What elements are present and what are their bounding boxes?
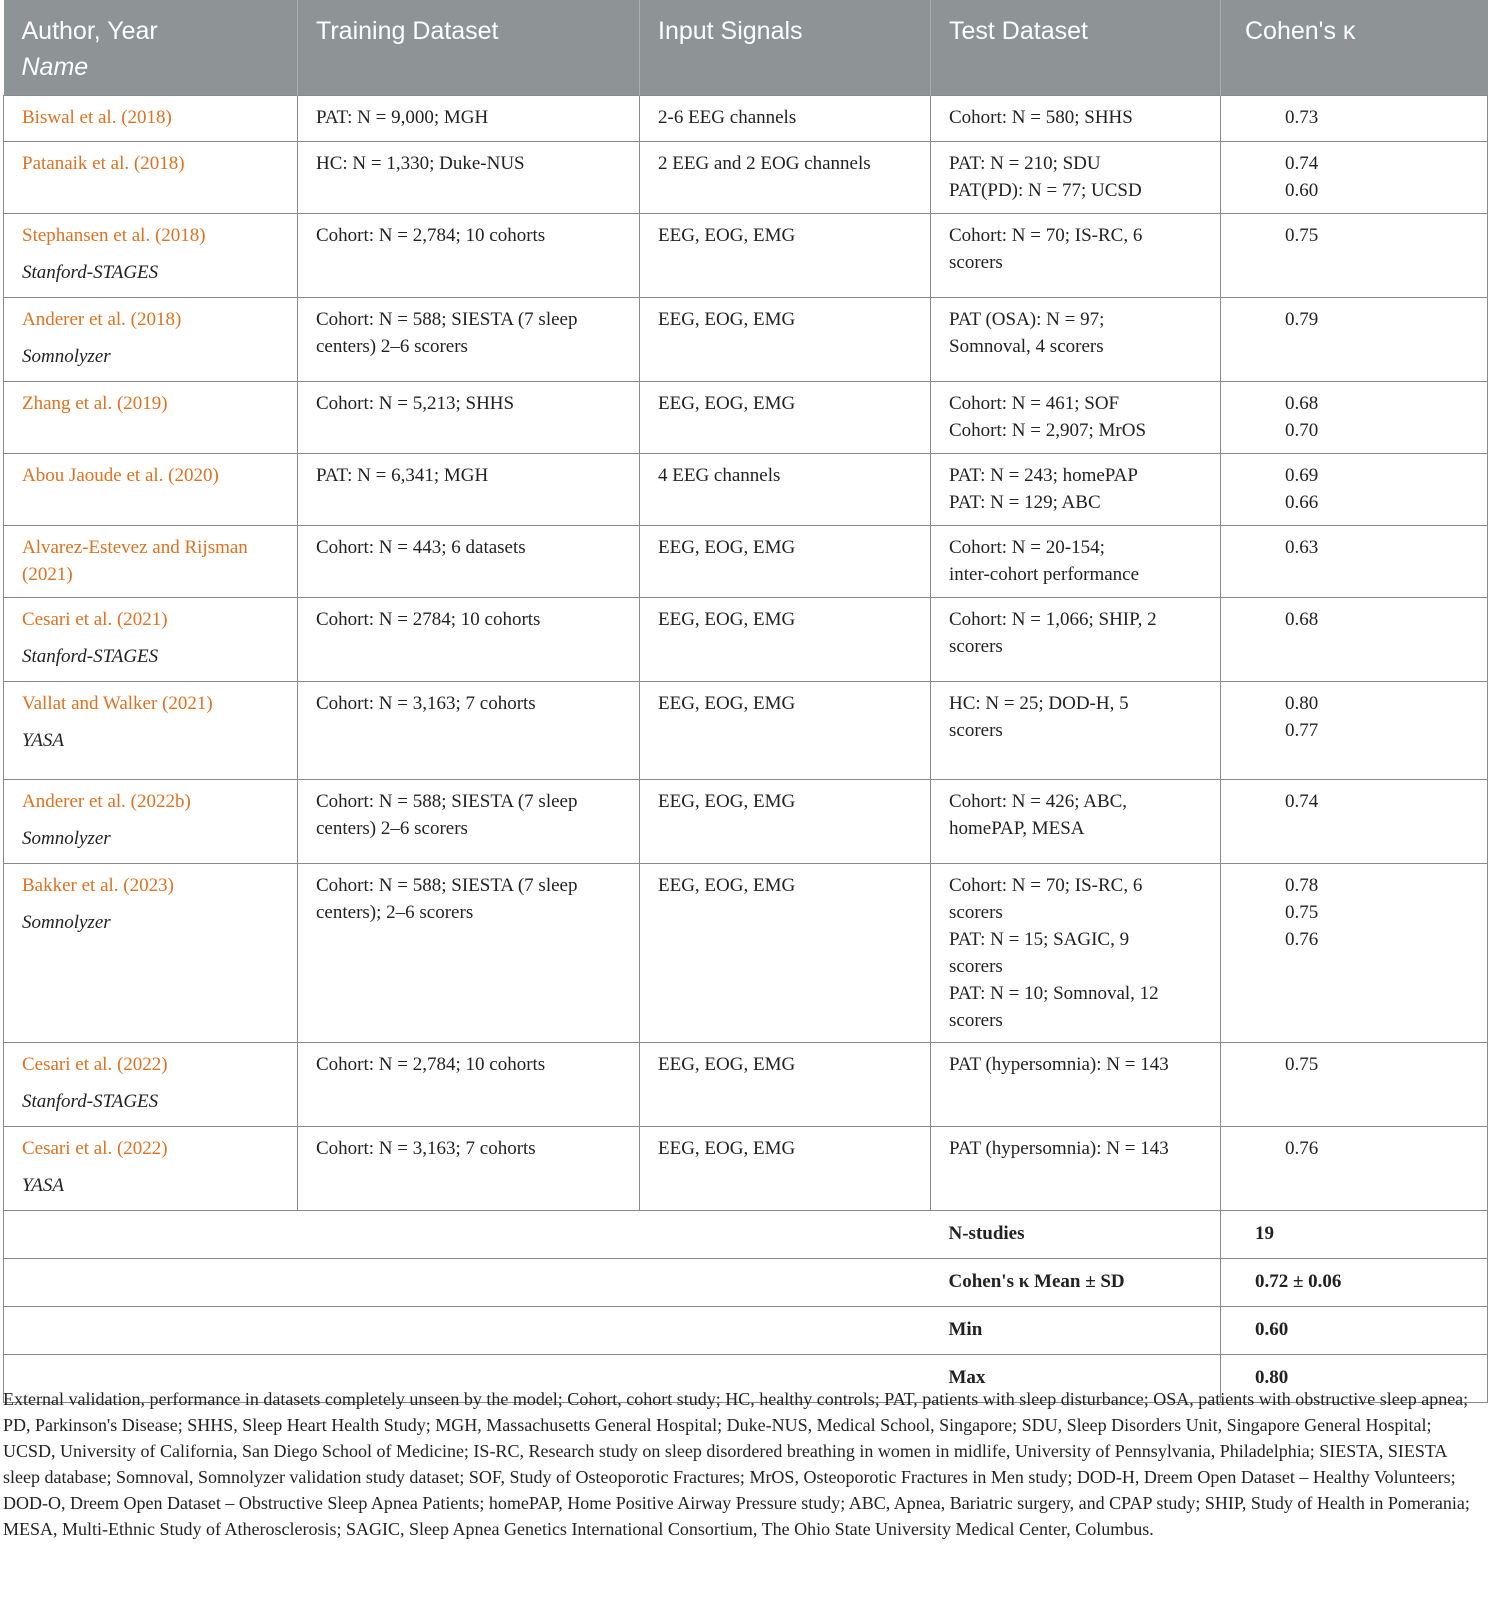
author-year: 2022 bbox=[123, 1054, 162, 1075]
test-line: PAT: N = 243; homePAP bbox=[949, 465, 1138, 486]
studies-table bbox=[3, 0, 1488, 1403]
author-year: 2021 bbox=[168, 693, 207, 714]
table-row bbox=[4, 454, 1488, 526]
author-text: Anderer et al. ( bbox=[22, 791, 137, 812]
input-cell: EEG, EOG, EMG bbox=[640, 1043, 931, 1127]
test-line: HC: N = 25; DOD-H, 5 bbox=[949, 693, 1129, 714]
table-row bbox=[4, 598, 1488, 682]
test-line: scorers bbox=[949, 720, 1003, 741]
author-cell bbox=[4, 682, 298, 780]
author-citation[interactable] bbox=[22, 609, 168, 630]
author-paren: ) bbox=[175, 309, 182, 330]
kappa-cell bbox=[1221, 1127, 1488, 1211]
input-cell: EEG, EOG, EMG bbox=[640, 526, 931, 598]
kappa-value: 0.76 bbox=[1285, 1138, 1319, 1159]
author-year: 2022b bbox=[137, 791, 185, 812]
model-name: Stanford-STAGES bbox=[22, 1091, 159, 1112]
table-footnote: External validation, performance in datasets completely unseen by the model; Cohort, cohort study; HC, healthy controls; PAT, patients with sleep disturbance; OSA, patients with obstructive sleep apnea; PD, Parkinson's Disease; SHHS, Sleep Heart Health Study; MGH, Massachusetts General Hospital; Duke-NUS, Medical School, Singapore; SDU, Sleep Disorders Unit, Singapore General Hospital; UCSD, University of California, San Diego School of Medicine; IS-RC, Research study on sleep disordered breathing in women in midlife, University of Pennsylvania, Philadelphia; SIESTA, SIESTA sleep database; Somnoval, Somnolyzer validation study dataset; SOF, Study of Osteoporotic Fractures; MrOS, Osteoporotic Fractures in Men study; DOD-H, Dreem Open Dataset – Healthy Volunteers; DOD-O, Dreem Open Dataset – Obstructive Sleep Apnea Patients; homePAP, Home Positive Airway Pressure study; ABC, Apnea, Bariatric surgery, and CPAP study; SHIP, Study of Health in Pomerania; MESA, Multi-Ethnic Study of Atherosclerosis; SAGIC, Sleep Apnea Genetics International Consortium, The Ohio State University Medical Center, Columbus. bbox=[3, 1389, 1470, 1539]
test-line: Cohort: N = 20-154; bbox=[949, 537, 1105, 558]
model-name: YASA bbox=[22, 1175, 64, 1196]
input-cell: 4 EEG channels bbox=[640, 454, 931, 526]
author-year: 2023 bbox=[129, 875, 168, 896]
input-cell: EEG, EOG, EMG bbox=[640, 1127, 931, 1211]
header-kappa: Cohen's κ bbox=[1221, 0, 1488, 96]
input-cell: EEG, EOG, EMG bbox=[640, 214, 931, 298]
author-cell bbox=[4, 298, 298, 382]
test-line: inter-cohort performance bbox=[949, 564, 1140, 585]
test-line: scorers bbox=[949, 636, 1003, 657]
author-paren: ) bbox=[161, 393, 168, 414]
training-cell: Cohort: N = 588; SIESTA (7 sleep centers) 2–6 scorers bbox=[298, 298, 640, 382]
author-cell bbox=[4, 864, 298, 1043]
test-line: Cohort: N = 1,066; SHIP, 2 bbox=[949, 609, 1157, 630]
author-cell bbox=[4, 214, 298, 298]
kappa-value: 0.70 bbox=[1285, 420, 1319, 441]
author-text: Bakker et al. ( bbox=[22, 875, 130, 896]
author-cell bbox=[4, 142, 298, 214]
author-text: Biswal et al. ( bbox=[22, 107, 128, 128]
kappa-cell bbox=[1221, 142, 1488, 214]
test-line: scorers bbox=[949, 252, 1003, 273]
author-cell bbox=[4, 526, 298, 598]
author-paren: ) bbox=[165, 107, 172, 128]
test-line: scorers bbox=[949, 902, 1003, 923]
author-text: Cesari et al. ( bbox=[22, 1054, 124, 1075]
test-line: scorers bbox=[949, 1010, 1003, 1031]
kappa-value: 0.75 bbox=[1285, 225, 1319, 246]
kappa-cell bbox=[1221, 1043, 1488, 1127]
training-cell: Cohort: N = 588; SIESTA (7 sleep centers) 2–6 scorers bbox=[298, 780, 640, 864]
training-cell: Cohort: N = 588; SIESTA (7 sleep centers); 2–6 scorers bbox=[298, 864, 640, 1043]
kappa-value: 0.77 bbox=[1285, 720, 1319, 741]
table-row bbox=[4, 382, 1488, 454]
test-line: PAT: N = 15; SAGIC, 9 bbox=[949, 929, 1130, 950]
training-cell: Cohort: N = 443; 6 datasets bbox=[298, 526, 640, 598]
author-year: 2018 bbox=[137, 309, 175, 330]
test-cell bbox=[931, 780, 1221, 864]
input-cell: EEG, EOG, EMG bbox=[640, 382, 931, 454]
summary-row bbox=[4, 1211, 1488, 1259]
author-cell bbox=[4, 382, 298, 454]
author-paren: ) bbox=[206, 693, 213, 714]
author-paren: ) bbox=[161, 609, 168, 630]
table-body bbox=[4, 96, 1488, 1403]
header-test: Test Dataset bbox=[931, 0, 1221, 96]
table-header bbox=[4, 0, 1488, 96]
author-cell bbox=[4, 1043, 298, 1127]
kappa-cell bbox=[1221, 454, 1488, 526]
table-row bbox=[4, 96, 1488, 142]
kappa-value: 0.79 bbox=[1285, 309, 1319, 330]
kappa-value: 0.60 bbox=[1285, 180, 1319, 201]
training-cell: PAT: N = 9,000; MGH bbox=[298, 96, 640, 142]
author-citation[interactable] bbox=[22, 309, 181, 330]
author-citation[interactable] bbox=[22, 1138, 168, 1159]
author-year: 2020 bbox=[174, 465, 213, 486]
test-line: PAT (hypersomnia): N = 143 bbox=[949, 1138, 1169, 1159]
author-text: Alvarez-Estevez and Rijsman ( bbox=[22, 537, 248, 585]
test-line: PAT(PD): N = 77; UCSD bbox=[949, 180, 1142, 201]
table-row bbox=[4, 526, 1488, 598]
model-name: Somnolyzer bbox=[22, 346, 111, 367]
test-line: Cohort: N = 461; SOF bbox=[949, 393, 1120, 414]
test-line: Cohort: N = 2,907; MrOS bbox=[949, 420, 1147, 441]
table-row bbox=[4, 780, 1488, 864]
test-line: Cohort: N = 426; ABC, bbox=[949, 791, 1128, 812]
kappa-value: 0.63 bbox=[1285, 537, 1319, 558]
summary-row bbox=[4, 1307, 1488, 1355]
test-line: homePAP, MESA bbox=[949, 818, 1085, 839]
header-author: Author, Year Name bbox=[4, 0, 298, 96]
table-row bbox=[4, 864, 1488, 1043]
test-line: Cohort: N = 70; IS-RC, 6 bbox=[949, 225, 1143, 246]
author-year: 2018 bbox=[140, 153, 179, 174]
author-citation[interactable] bbox=[22, 693, 213, 714]
author-text: Stephansen et al. ( bbox=[22, 225, 162, 246]
summary-label: Max bbox=[931, 1355, 1221, 1403]
test-line: Somnoval, 4 scorers bbox=[949, 336, 1104, 357]
test-cell bbox=[931, 214, 1221, 298]
author-paren: ) bbox=[184, 791, 191, 812]
table-row bbox=[4, 214, 1488, 298]
summary-label: Min bbox=[931, 1307, 1221, 1355]
kappa-value: 0.68 bbox=[1285, 393, 1319, 414]
training-cell: Cohort: N = 2,784; 10 cohorts bbox=[298, 1043, 640, 1127]
author-year: 2018 bbox=[127, 107, 166, 128]
test-line: PAT: N = 10; Somnoval, 12 bbox=[949, 983, 1159, 1004]
test-cell bbox=[931, 142, 1221, 214]
kappa-value: 0.80 bbox=[1285, 693, 1319, 714]
summary-blank bbox=[4, 1307, 931, 1355]
test-cell bbox=[931, 864, 1221, 1043]
test-cell bbox=[931, 96, 1221, 142]
author-paren: ) bbox=[66, 564, 73, 585]
author-citation[interactable] bbox=[22, 393, 168, 414]
kappa-value: 0.75 bbox=[1285, 902, 1319, 923]
author-cell bbox=[4, 780, 298, 864]
author-cell bbox=[4, 1127, 298, 1211]
test-line: Cohort: N = 580; SHHS bbox=[949, 107, 1133, 128]
author-text: Anderer et al. ( bbox=[22, 309, 137, 330]
header-input: Input Signals bbox=[640, 0, 931, 96]
training-cell: Cohort: N = 2,784; 10 cohorts bbox=[298, 214, 640, 298]
author-paren: ) bbox=[212, 465, 219, 486]
table-row bbox=[4, 1043, 1488, 1127]
kappa-cell bbox=[1221, 298, 1488, 382]
test-cell bbox=[931, 1127, 1221, 1211]
summary-value: 0.80 bbox=[1221, 1355, 1488, 1403]
test-cell bbox=[931, 382, 1221, 454]
summary-value: 0.60 bbox=[1221, 1307, 1488, 1355]
training-cell: Cohort: N = 2784; 10 cohorts bbox=[298, 598, 640, 682]
author-text: Cesari et al. ( bbox=[22, 609, 124, 630]
test-cell bbox=[931, 682, 1221, 780]
author-cell bbox=[4, 598, 298, 682]
test-line: PAT (OSA): N = 97; bbox=[949, 309, 1105, 330]
author-paren: ) bbox=[161, 1138, 168, 1159]
test-cell bbox=[931, 598, 1221, 682]
summary-label: Cohen's κ Mean ± SD bbox=[931, 1259, 1221, 1307]
test-line: PAT: N = 129; ABC bbox=[949, 492, 1101, 513]
training-cell: Cohort: N = 5,213; SHHS bbox=[298, 382, 640, 454]
kappa-cell bbox=[1221, 214, 1488, 298]
test-line: Cohort: N = 70; IS-RC, 6 bbox=[949, 875, 1143, 896]
model-name: Somnolyzer bbox=[22, 828, 111, 849]
summary-blank bbox=[4, 1211, 931, 1259]
kappa-value: 0.74 bbox=[1285, 791, 1319, 812]
kappa-value: 0.74 bbox=[1285, 153, 1319, 174]
test-line: PAT: N = 210; SDU bbox=[949, 153, 1101, 174]
model-name: Stanford-STAGES bbox=[22, 646, 159, 667]
model-name: YASA bbox=[22, 730, 64, 751]
kappa-value: 0.76 bbox=[1285, 929, 1319, 950]
input-cell: EEG, EOG, EMG bbox=[640, 780, 931, 864]
test-line: scorers bbox=[949, 956, 1003, 977]
author-citation[interactable] bbox=[22, 225, 206, 246]
summary-label: N-studies bbox=[931, 1211, 1221, 1259]
input-cell: EEG, EOG, EMG bbox=[640, 864, 931, 1043]
author-paren: ) bbox=[167, 875, 174, 896]
author-cell bbox=[4, 454, 298, 526]
test-cell bbox=[931, 298, 1221, 382]
model-name: Somnolyzer bbox=[22, 912, 111, 933]
author-citation[interactable] bbox=[22, 153, 185, 174]
author-citation[interactable] bbox=[22, 537, 248, 585]
input-cell: EEG, EOG, EMG bbox=[640, 682, 931, 780]
author-text: Zhang et al. ( bbox=[22, 393, 124, 414]
author-paren: ) bbox=[178, 153, 185, 174]
input-cell: EEG, EOG, EMG bbox=[640, 298, 931, 382]
author-citation[interactable] bbox=[22, 791, 191, 812]
training-cell: HC: N = 1,330; Duke-NUS bbox=[298, 142, 640, 214]
table-row bbox=[4, 298, 1488, 382]
author-paren: ) bbox=[199, 225, 206, 246]
kappa-cell bbox=[1221, 526, 1488, 598]
author-text: Patanaik et al. ( bbox=[22, 153, 141, 174]
author-text: Vallat and Walker ( bbox=[22, 693, 169, 714]
input-cell: EEG, EOG, EMG bbox=[640, 598, 931, 682]
kappa-value: 0.66 bbox=[1285, 492, 1319, 513]
author-year: 2021 bbox=[28, 564, 67, 585]
table-row bbox=[4, 682, 1488, 780]
table-row bbox=[4, 142, 1488, 214]
author-paren: ) bbox=[161, 1054, 168, 1075]
training-cell: Cohort: N = 3,163; 7 cohorts bbox=[298, 1127, 640, 1211]
author-year: 2021 bbox=[123, 609, 162, 630]
kappa-cell bbox=[1221, 864, 1488, 1043]
kappa-value: 0.78 bbox=[1285, 875, 1319, 896]
author-citation[interactable] bbox=[22, 465, 219, 486]
kappa-cell bbox=[1221, 382, 1488, 454]
header-training: Training Dataset bbox=[298, 0, 640, 96]
kappa-cell bbox=[1221, 96, 1488, 142]
author-cell bbox=[4, 96, 298, 142]
author-citation[interactable] bbox=[22, 107, 172, 128]
author-citation[interactable] bbox=[22, 875, 174, 896]
training-cell: PAT: N = 6,341; MGH bbox=[298, 454, 640, 526]
kappa-cell bbox=[1221, 780, 1488, 864]
author-citation[interactable] bbox=[22, 1054, 168, 1075]
test-cell bbox=[931, 454, 1221, 526]
summary-row bbox=[4, 1259, 1488, 1307]
kappa-value: 0.75 bbox=[1285, 1054, 1319, 1075]
kappa-value: 0.73 bbox=[1285, 107, 1319, 128]
author-text: Cesari et al. ( bbox=[22, 1138, 124, 1159]
author-text: Abou Jaoude et al. ( bbox=[22, 465, 175, 486]
test-cell bbox=[931, 1043, 1221, 1127]
author-year: 2022 bbox=[123, 1138, 162, 1159]
author-year: 2019 bbox=[123, 393, 162, 414]
test-cell bbox=[931, 526, 1221, 598]
summary-value: 0.72 ± 0.06 bbox=[1221, 1259, 1488, 1307]
kappa-value: 0.69 bbox=[1285, 465, 1319, 486]
table-row bbox=[4, 1127, 1488, 1211]
kappa-value: 0.68 bbox=[1285, 609, 1319, 630]
author-year: 2018 bbox=[161, 225, 200, 246]
model-name: Stanford-STAGES bbox=[22, 262, 159, 283]
summary-blank bbox=[4, 1259, 931, 1307]
test-line: PAT (hypersomnia): N = 143 bbox=[949, 1054, 1169, 1075]
input-cell: 2 EEG and 2 EOG channels bbox=[640, 142, 931, 214]
summary-value: 19 bbox=[1221, 1211, 1488, 1259]
kappa-cell bbox=[1221, 598, 1488, 682]
input-cell: 2-6 EEG channels bbox=[640, 96, 931, 142]
kappa-cell bbox=[1221, 682, 1488, 780]
training-cell: Cohort: N = 3,163; 7 cohorts bbox=[298, 682, 640, 780]
